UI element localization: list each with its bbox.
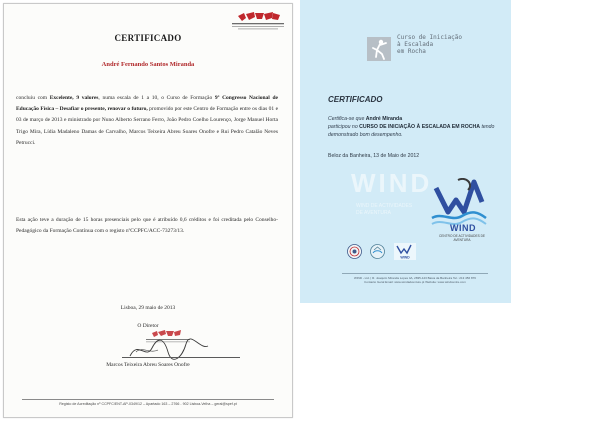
body-suffix: tendo demonstrado bom desempenho. [328, 123, 495, 138]
certificate-body [328, 116, 503, 139]
certificate-body [16, 93, 278, 149]
signer-role: O Diretor [137, 323, 159, 329]
brand-label: WIND [450, 223, 476, 233]
certificate-left [3, 3, 293, 418]
course-name: 9º Congresso Nacional de Educação Física – Desafiar o presente, renovar o futuro, [16, 95, 278, 113]
footer-line: Contacto Geral Email: www.windadventure.pt Website: www.windcentre.com [364, 280, 466, 284]
watermark-subtitle-line: WIND DE ACTIVIDADES [356, 203, 413, 209]
municipal-seal-icon [347, 244, 362, 259]
certificate-footer [340, 276, 490, 284]
recipient-name: André Miranda [365, 116, 403, 122]
logo-text-line: à Escalada [397, 41, 434, 49]
spef-logo [224, 12, 286, 32]
signature-line [122, 357, 240, 358]
body-participation: participou no [328, 123, 360, 130]
parish-seal-icon [370, 244, 385, 259]
body-prefix: concluiu com [16, 95, 50, 101]
logo-text-line: Curso de Iniciação [397, 34, 463, 41]
footer-divider [22, 399, 274, 400]
body-middle: , numa escala de 1 a 10, o Curso de Formação [98, 95, 215, 101]
watermark-subtitle-line: DE AVENTURA [356, 210, 391, 216]
watermark-text: WIND [351, 168, 433, 198]
issue-date: Beloz da Banheira, 13 de Maio de 2012 [328, 153, 420, 159]
certificate-title: CERTIFICADO [328, 95, 383, 104]
course-logo-text [397, 34, 462, 56]
wind-small-logo-icon [394, 243, 416, 260]
wind-small-logo-label: WIND [400, 255, 410, 260]
certificate-title: CERTIFICADO [114, 33, 182, 43]
footer-line: WIND - Ltd. | R. Joaquim Miranda Lopes 4A, 2835-123 Baixa da Banheira Tel.: 213 456 876 [354, 276, 476, 280]
footer-divider [342, 273, 488, 274]
recipient-name: André Fernando Santos Miranda [101, 61, 195, 68]
grade: Excelente, 9 valores [49, 95, 99, 101]
brand-subtitle: CENTRO DE ACTIVIDADES DE AVENTURA [438, 234, 486, 242]
signer-name: Marcos Teixeira Abreu Soares Onofre [106, 362, 190, 368]
climber-logo-icon [367, 37, 391, 61]
certificate-footer: Registo de Acreditação nº CCPFC/ENT-AP-0349/12 – Apartado 163 – 2766 - 902 Lisboa-Velha – geral@spef.pt [59, 402, 237, 406]
certificate-right [300, 0, 511, 303]
logo-text-line: em Rocha [397, 48, 426, 56]
issue-date: Lisboa, 29 maio de 2013 [120, 305, 176, 311]
body-suffix: promovido por este Centro de Formação entre os dias 01 e 03 de março de 2013 e ministrado por Nuno Alberto Serrano Ferro, João Pedro Coelho Lourenço, Jorge Manuel Horta Trigo Mira, Lídia Madaleno Damas de Carvalho, Marcos Teixeira Abreu Soares Onofre e Rui Pedro Catalão Neves Petrucci. [16, 106, 279, 146]
watermark-subtitle [356, 203, 412, 217]
body-prefix: Certifica-se que [328, 116, 366, 122]
course-name: CURSO DE INICIAÇÃO À ESCALADA EM ROCHA [359, 123, 481, 130]
accreditation-text: Esta ação teve a duração de 15 horas presenciais pelo que é atribuído 0,6 créditos e foi creditada pelo Conselho-Pedagógico da Formação Contínua com o registo nºCCPFC/ACC-73273/13. [16, 217, 278, 235]
